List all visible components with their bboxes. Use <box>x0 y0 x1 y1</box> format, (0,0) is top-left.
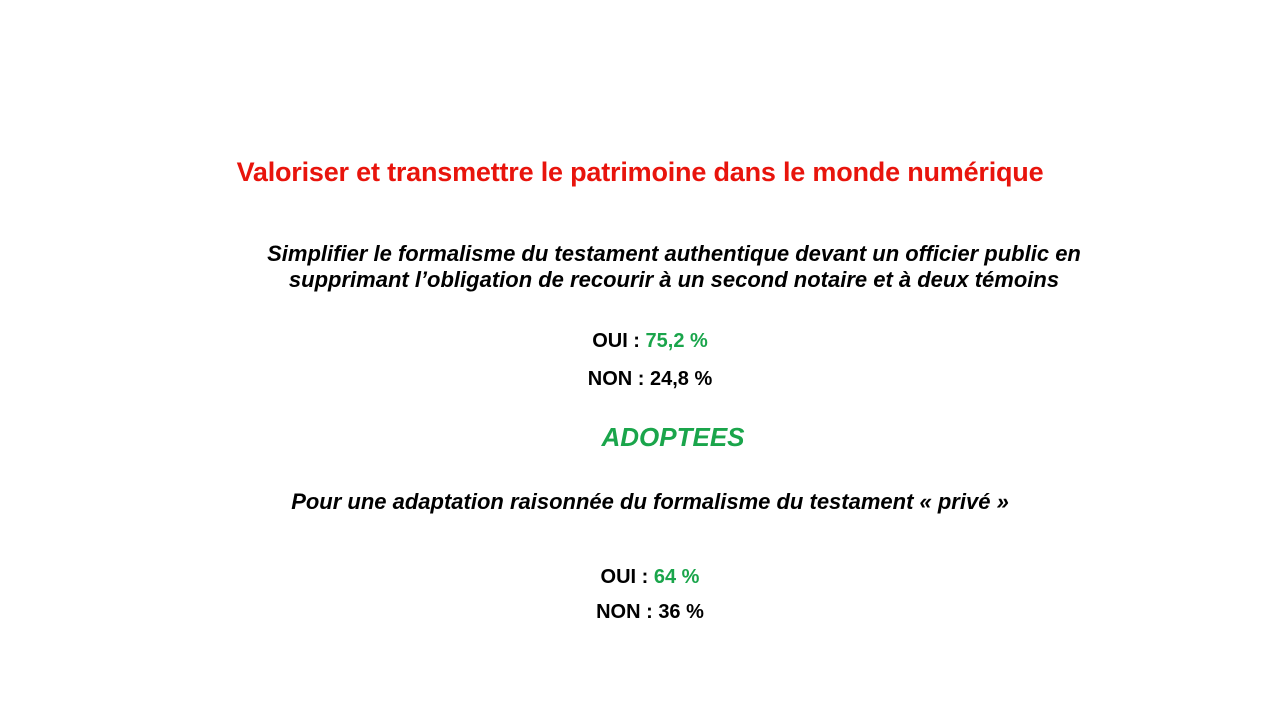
resolution-1-no-result <box>0 366 1280 392</box>
yes-percentage: 75,2 % <box>645 330 708 352</box>
resolution-2-yes-result <box>0 564 1280 590</box>
adopted-status: ADOPTEES <box>601 422 745 452</box>
resolution-1-line-1: Simplifier le formalisme du testament authentique devant un officier public en <box>267 241 1081 266</box>
yes-label: OUI : <box>592 330 646 352</box>
yes-label: OUI : <box>600 566 654 588</box>
resolution-1-text <box>34 241 1280 293</box>
resolution-2-no-result <box>0 599 1280 625</box>
resolution-2-text <box>10 489 1280 515</box>
yes-percentage: 64 % <box>653 566 700 588</box>
no-percentage: 36 % <box>658 601 704 623</box>
resolution-1-line-2: supprimant l’obligation de recourir à un second notaire et à deux témoins <box>288 267 1060 292</box>
resolution-1-yes-result <box>0 328 1280 354</box>
no-label: NON : <box>596 601 659 623</box>
resolution-2-line-1: Pour une adaptation raisonnée du formalisme du testament « privé » <box>291 489 1009 514</box>
no-label: NON : <box>587 368 650 390</box>
slide-title: Valoriser et transmettre le patrimoine dans le monde numérique <box>236 157 1044 187</box>
no-percentage: 24,8 % <box>649 368 713 390</box>
